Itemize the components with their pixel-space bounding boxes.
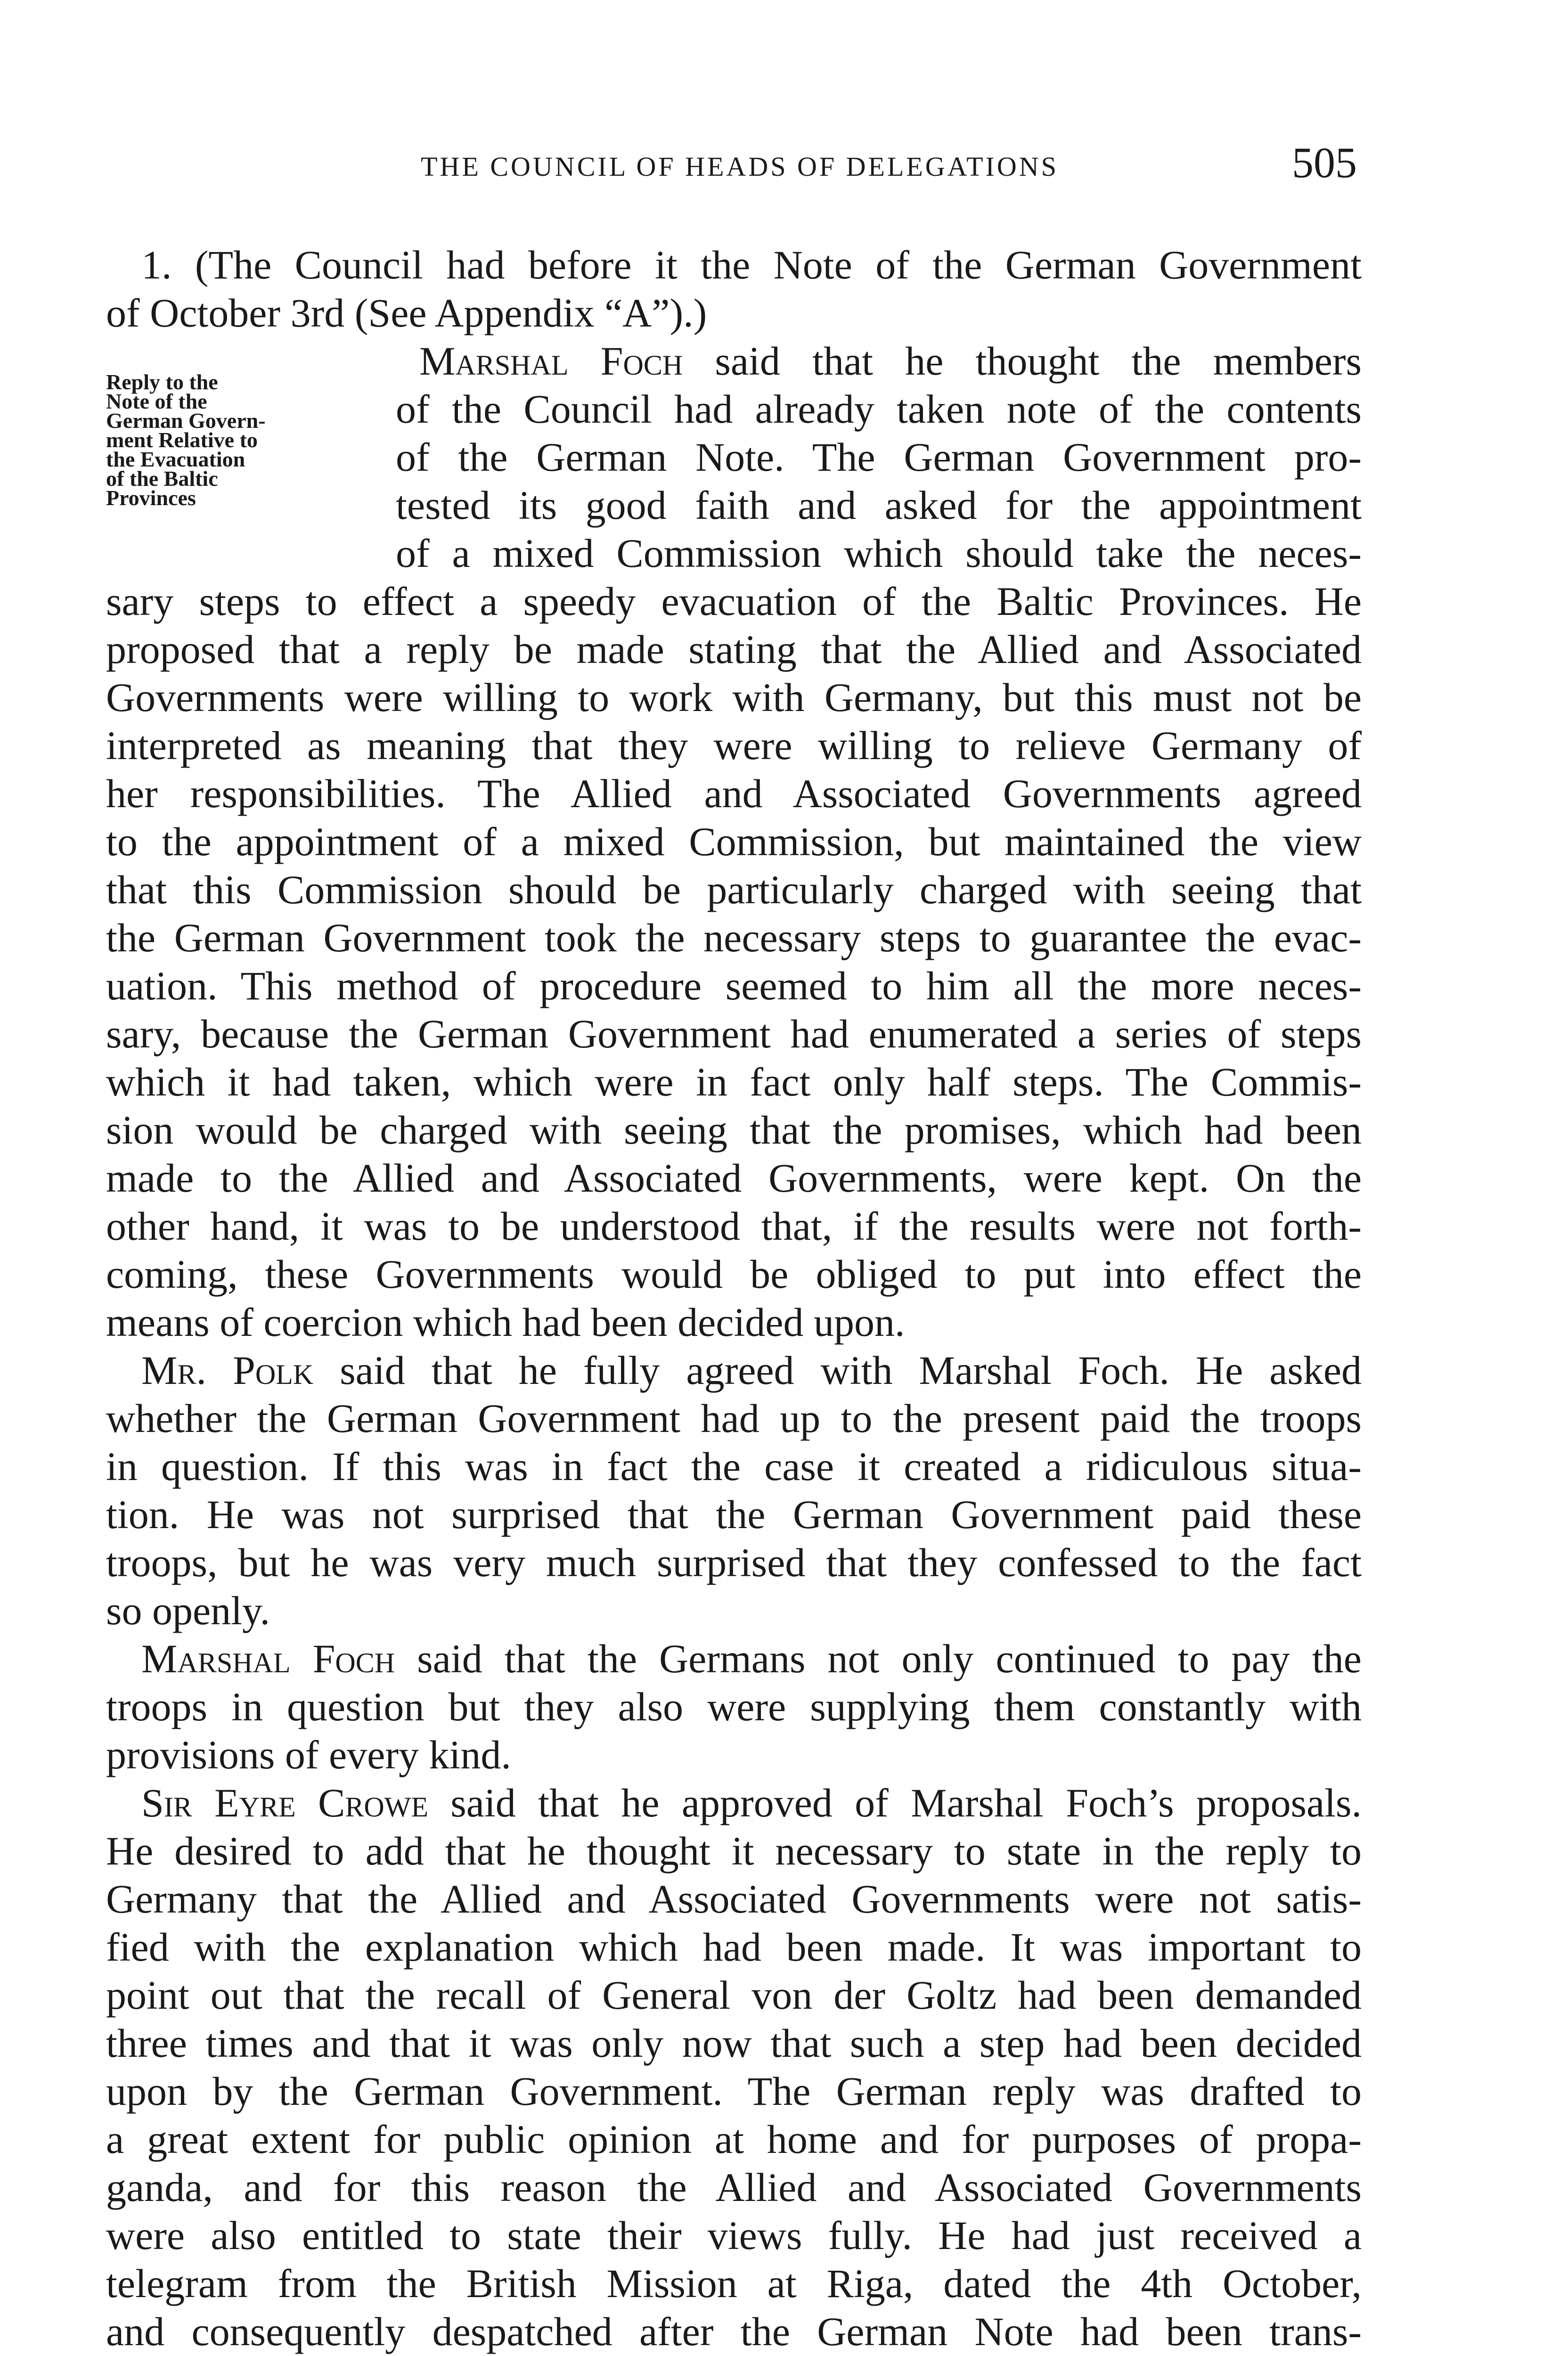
text-line: Marshal Foch said that the Germans not only continued to pay the <box>141 1636 1362 1681</box>
text-line: other hand, it was to be understood that, if the results were not forth- <box>106 1203 1362 1249</box>
text-line: Marshal Foch said that he thought the members <box>419 338 1362 384</box>
sidenote-line: the Evacuation <box>106 447 245 471</box>
text-line: tion. He was not surprised that the German Government paid these <box>106 1492 1362 1537</box>
text-line: to the appointment of a mixed Commission, but maintained the view <box>106 819 1362 864</box>
sidenote-line: Provinces <box>106 486 196 510</box>
text-line: 1. (The Council had before it the Note of the German Government <box>141 242 1362 287</box>
text-line: of October 3rd (See Appendix “A”).) <box>106 290 707 335</box>
text-line: uation. This method of procedure seemed to him all the more neces- <box>106 963 1362 1008</box>
text-line: point out that the recall of General von der Goltz had been demanded <box>106 1972 1362 2018</box>
text-line: of the German Note. The German Government pro- <box>396 434 1362 480</box>
margin-sidenote <box>106 370 313 510</box>
text-line: Sir Eyre Crowe said that he approved of Marshal Foch’s proposals. <box>141 1780 1362 1825</box>
text-line: three times and that it was only now that such a step had been decided <box>106 2021 1362 2066</box>
text-line: fied with the explanation which had been made. It was important to <box>106 1924 1362 1970</box>
text-line: whether the German Government had up to the present paid the troops <box>106 1396 1362 1441</box>
text-line: that this Commission should be particularly charged with seeing that <box>106 867 1362 912</box>
text-line: the German Government took the necessary steps to guarantee the evac- <box>106 915 1362 960</box>
text-line: ganda, and for this reason the Allied and Associated Governments <box>106 2165 1362 2210</box>
text-line: a great extent for public opinion at home and for purposes of propa- <box>106 2117 1362 2162</box>
speaker-name: Sir Eyre Crowe <box>141 1780 428 1825</box>
text-line: sary steps to effect a speedy evacuation of the Baltic Provinces. He <box>106 579 1362 624</box>
text-line: and consequently despatched after the German Note had been trans- <box>106 2309 1362 2354</box>
text-line: were also entitled to state their views fully. He had just received a <box>106 2213 1362 2258</box>
text-line: of the Council had already taken note of the contents <box>396 386 1362 432</box>
text-line: provisions of every kind. <box>106 1732 511 1777</box>
text-line: telegram from the British Mission at Riga, dated the 4th October, <box>106 2261 1362 2306</box>
speaker-name: Marshal Foch <box>419 338 683 384</box>
text-line: Mr. Polk said that he fully agreed with Marshal Foch. He asked <box>141 1348 1362 1393</box>
text-line: of a mixed Commission which should take the neces- <box>396 531 1362 576</box>
text-line: sion would be charged with seeing that the promises, which had been <box>106 1107 1362 1153</box>
text-line: in question. If this was in fact the case it created a ridiculous situa- <box>106 1444 1362 1489</box>
speaker-name: Marshal Foch <box>141 1636 395 1681</box>
text-line: troops, but he was very much surprised that they confessed to the fact <box>106 1540 1362 1585</box>
page-number: 505 <box>1292 139 1357 187</box>
text-line: means of coercion which had been decided upon. <box>106 1300 905 1345</box>
running-head: THE COUNCIL OF HEADS OF DELEGATIONS <box>421 151 1059 182</box>
text-line: troops in question but they also were supplying them constantly with <box>106 1684 1362 1729</box>
text-line: interpreted as meaning that they were willing to relieve Germany of <box>106 723 1362 768</box>
sidenote-line: ment Relative to <box>106 428 258 452</box>
text-line: which it had taken, which were in fact only half steps. The Commis- <box>106 1059 1362 1104</box>
sidenote-line: Reply to the <box>106 370 218 394</box>
sidenote-line: of the Baltic <box>106 466 218 491</box>
sidenote-line: German Govern- <box>106 409 266 433</box>
text-line: her responsibilities. The Allied and Associated Governments agreed <box>106 771 1362 816</box>
text-line: Governments were willing to work with Germany, but this must not be <box>106 675 1362 720</box>
text-line: made to the Allied and Associated Governments, were kept. On the <box>106 1155 1362 1201</box>
text-line: proposed that a reply be made stating that the Allied and Associated <box>106 627 1362 672</box>
text-line: He desired to add that he thought it necessary to state in the reply to <box>106 1828 1362 1873</box>
text-line: coming, these Governments would be obliged to put into effect the <box>106 1252 1362 1297</box>
text-line: so openly. <box>106 1588 270 1633</box>
sidenote-line: Note of the <box>106 389 207 413</box>
text-line: upon by the German Government. The German reply was drafted to <box>106 2069 1362 2114</box>
text-line: sary, because the German Government had enumerated a series of steps <box>106 1011 1362 1056</box>
text-line: Germany that the Allied and Associated Governments were not satis- <box>106 1876 1362 1922</box>
text-line: tested its good faith and asked for the appointment <box>396 483 1362 528</box>
speaker-name: Mr. Polk <box>141 1348 314 1393</box>
